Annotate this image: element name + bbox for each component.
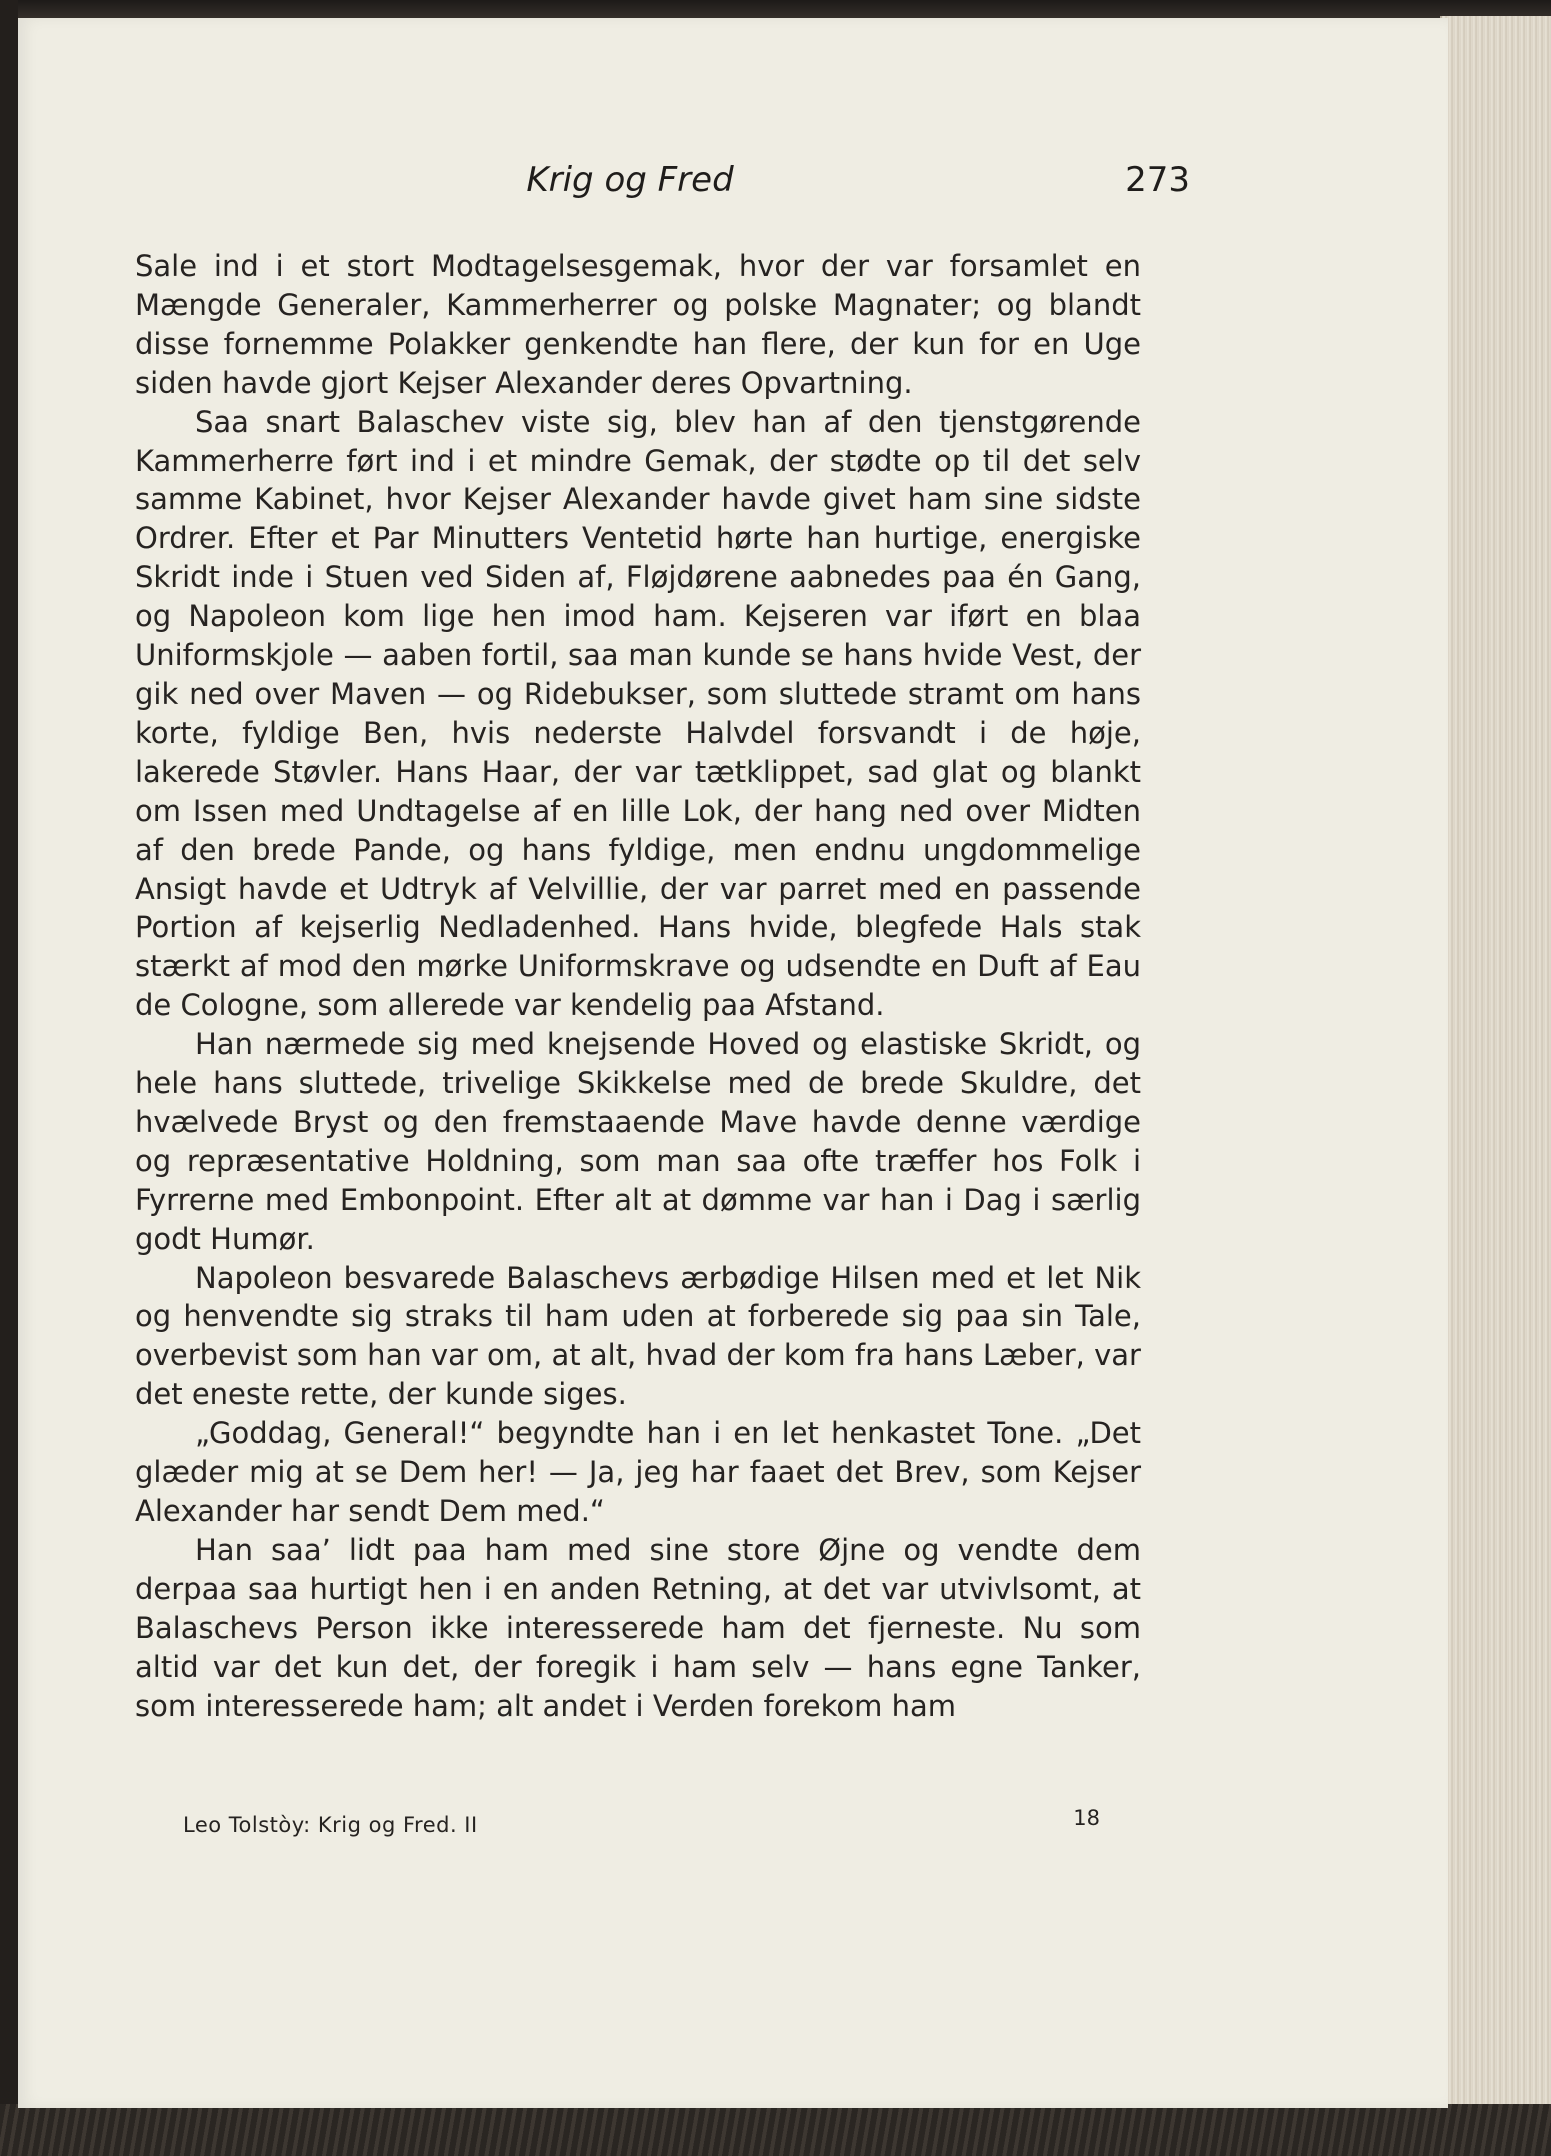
scan-frame-left bbox=[0, 0, 18, 2156]
paragraph: Sale ind i et stort Modtagelsesgemak, hvor der var forsamlet en Mængde Generaler, Kammerherrer og polske Magnater; og blandt disse fornemme Polakker genkendte han flere, der kun for en Uge siden havde gjort Kejser Alexander deres Opvartning. bbox=[135, 249, 1141, 400]
page-number: 273 bbox=[1125, 160, 1190, 200]
paragraph: Han nærmede sig med knejsende Hoved og elastiske Skridt, og hele hans sluttede, trivelige Skikkelse med de brede Skuldre, det hvælvede Bryst og den fremstaaende Mave havde denne værdige og repræsentative Holdning, som man saa ofte træffer hos Folk i Fyrrerne med Embonpoint. Efter alt at dømme var han i Dag i særlig godt Humør. bbox=[135, 1027, 1141, 1256]
body-text bbox=[135, 247, 1141, 1725]
paragraph: Saa snart Balaschev viste sig, blev han af den tjenstgørende Kammerherre ført ind i et mindre Gemak, der stødte op til det selv samme Kabinet, hvor Kejser Alexander havde givet ham sine sidste Ordrer. Efter et Par Minutters Ventetid hørte han hurtige, energiske Skridt inde i Stuen ved Siden af, Fløjdørene aabnedes paa én Gang, og Napoleon kom lige hen imod ham. Kejseren var iført en blaa Uniformskjole — aaben fortil, saa man kunde se hans hvide Vest, der gik ned over Maven — og Ridebukser, som sluttede stramt om hans korte, fyldige Ben, hvis nederste Halvdel forsvandt i de høje, lakerede Støvler. Hans Haar, der var tætklippet, sad glat og blankt om Issen med Undtagelse af en lille Lok, der hang ned over Midten af den brede Pande, og hans fyldige, men endnu ungdommelige Ansigt havde et Udtryk af Velvillie, der var parret med en passende Portion af kejserlig Nedladenhed. Hans hvide, blegfede Hals stak stærkt af mod den mørke Uniformskrave og udsendte en Duft af Eau de Cologne, som allerede var kendelig paa Afstand. bbox=[135, 404, 1141, 1023]
printer-signature: Leo Tolstòy: Krig og Fred. II bbox=[183, 1813, 478, 1837]
running-header-title: Krig og Fred bbox=[526, 160, 734, 200]
book-page-edges bbox=[1440, 16, 1551, 2108]
paragraph: Napoleon besvarede Balaschevs ærbødige Hilsen med et let Nik og henvendte sig straks til ham uden at forberede sig paa sin Tale, overbevist som han var om, at alt, hvad der kom fra hans Læber, var det eneste rette, der kunde siges. bbox=[135, 1260, 1141, 1412]
scan-frame-bottom bbox=[0, 2104, 1551, 2156]
paragraph: Han saa’ lidt paa ham med sine store Øjne og vendte dem derpaa saa hurtigt hen i en anden Retning, at det var utvivlsomt, at Balaschevs Person ikke interesserede ham det fjerneste. Nu som altid var det kun det, der foregik i ham selv — hans egne Tanker, som interesserede ham; alt andet i Verden forekom ham bbox=[135, 1532, 1141, 1723]
paragraph: „Goddag, General!“ begyndte han i en let henkastet Tone. „Det glæder mig at se Dem her! — Ja, jeg har faaet det Brev, som Kejser Alexander har sendt Dem med.“ bbox=[135, 1416, 1141, 1528]
sheet-number: 18 bbox=[1073, 1806, 1100, 1830]
